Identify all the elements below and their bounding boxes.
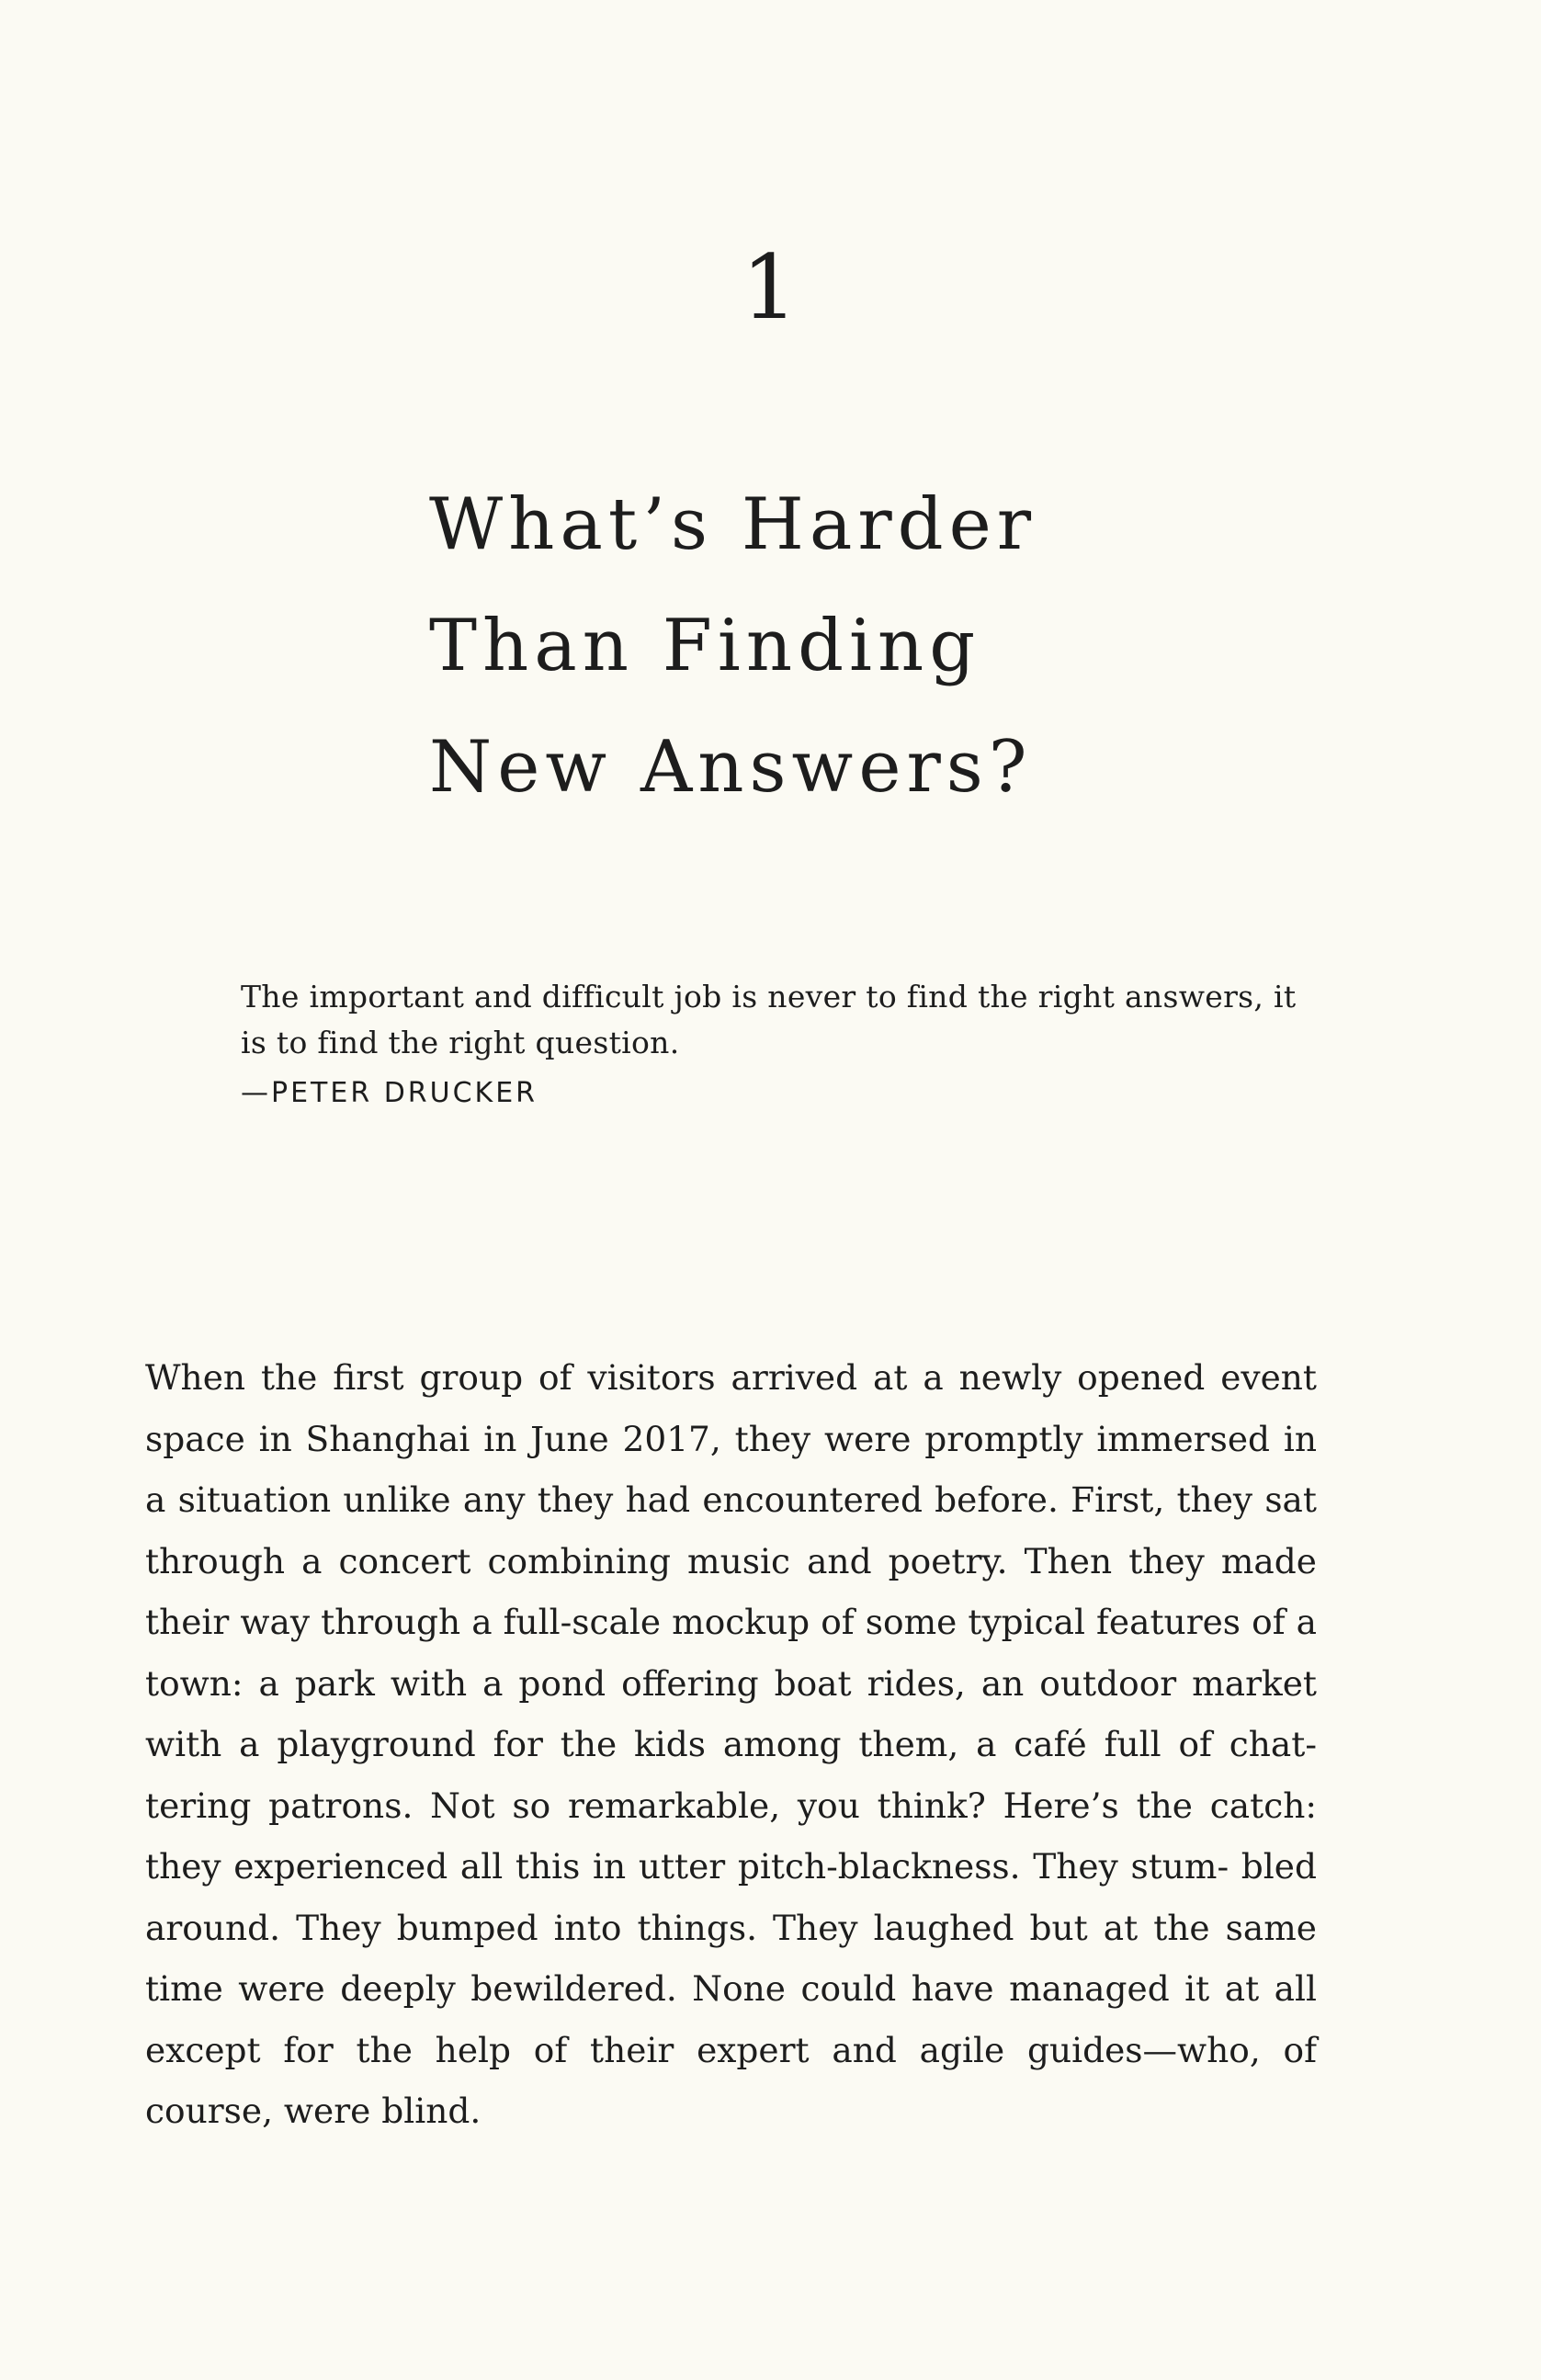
epigraph-attribution: —PETER DRUCKER [241, 1077, 538, 1109]
chapter-title [429, 464, 1256, 828]
chapter-number: 1 [741, 236, 800, 339]
epigraph [241, 974, 1316, 1112]
chapter-title-line: What’s Harder [429, 483, 1037, 566]
body-paragraph: When the first group of visitors arrived at a newly opened event space in Shanghai in June 2017, they were promptly immersed in a situation unlike any they had encountered before. First, they sat through a concert combining music and poetry. Then they made their way through a full-scale mockup of some typical features of a town: a park with a pond offering boat rides, an outdoor market with a playground for the kids among them, a café full of chat- tering patrons. Not so remarkable, you think? Here’s the catch: they experienced all this in utter pitch-blackness. They stum- bled around. They bumped into things. They laughed but at the same time were deeply bewildered. None could have managed it at all except for the help of their expert and agile guides—who, of course, were blind. [145, 1357, 1317, 2131]
chapter-title-line: New Answers? [429, 726, 1033, 809]
epigraph-quote: The important and difficult job is never to find the right answers, it is to find the right question. [241, 979, 1297, 1060]
chapter-title-line: Than Finding [429, 605, 981, 687]
